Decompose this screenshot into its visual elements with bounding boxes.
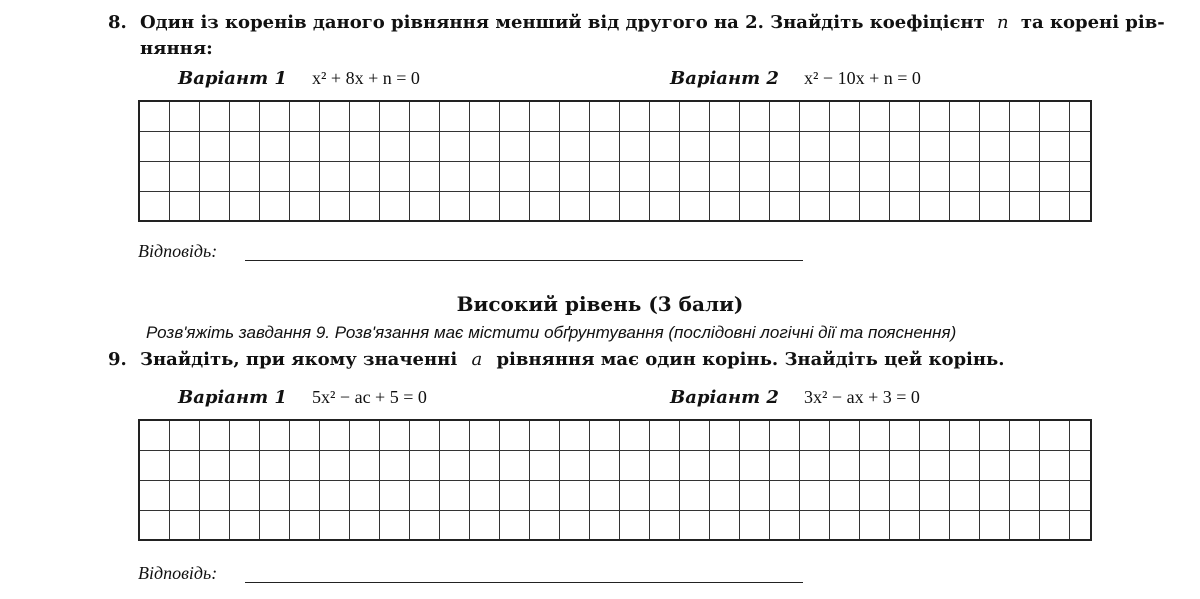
task8-answer-grid[interactable] bbox=[138, 100, 1092, 222]
task8-statement bbox=[108, 10, 1165, 66]
task8-var-n: n bbox=[997, 12, 1009, 33]
task9-statement bbox=[108, 347, 1108, 375]
task8-variant2 bbox=[670, 68, 921, 89]
task8-text: Один із коренів даного рівняння менший від другого на 2. Знайдіть коефіцієнт bbox=[140, 12, 985, 33]
task8-variant1-equation: x² + 8x + n = 0 bbox=[312, 68, 420, 88]
task9-variant1-equation: 5x² − ac + 5 = 0 bbox=[312, 387, 427, 407]
task8-answer-label: Відповідь: bbox=[138, 241, 218, 261]
task9-variant1 bbox=[178, 387, 427, 408]
task8-text-end: та корені рів- bbox=[1020, 12, 1165, 33]
section-instruction: Розв'яжіть завдання 9. Розв'язання має містити обґрунтування (послідовні логічні дії та пояснення) bbox=[146, 323, 957, 342]
task8-answer-line[interactable] bbox=[245, 260, 803, 261]
task8-variant2-equation: x² − 10x + n = 0 bbox=[804, 68, 921, 88]
task9-variant2-equation: 3x² − ax + 3 = 0 bbox=[804, 387, 920, 407]
task9-variant2-label: Варіант 2 bbox=[670, 387, 779, 408]
task9-var-a: a bbox=[471, 349, 483, 370]
task9-variant1-label: Варіант 1 bbox=[178, 387, 287, 408]
task8-variant2-label: Варіант 2 bbox=[670, 68, 779, 89]
section-title: Високий рівень (3 бали) bbox=[456, 292, 744, 316]
task8-number: 8. bbox=[108, 12, 127, 33]
task8-text-line2: няння: bbox=[140, 38, 213, 59]
task8-variant1-label: Варіант 1 bbox=[178, 68, 287, 89]
task9-text-end: рівняння має один корінь. Знайдіть цей корінь. bbox=[496, 349, 1005, 370]
task9-answer-line[interactable] bbox=[245, 582, 803, 583]
task9-answer-grid[interactable] bbox=[138, 419, 1092, 541]
task9-answer-label: Відповідь: bbox=[138, 563, 218, 583]
task9-number: 9. bbox=[108, 349, 127, 370]
task9-variant2 bbox=[670, 387, 920, 408]
task9-text-start: Знайдіть, при якому значенні bbox=[140, 349, 458, 370]
task8-variant1 bbox=[178, 68, 420, 89]
